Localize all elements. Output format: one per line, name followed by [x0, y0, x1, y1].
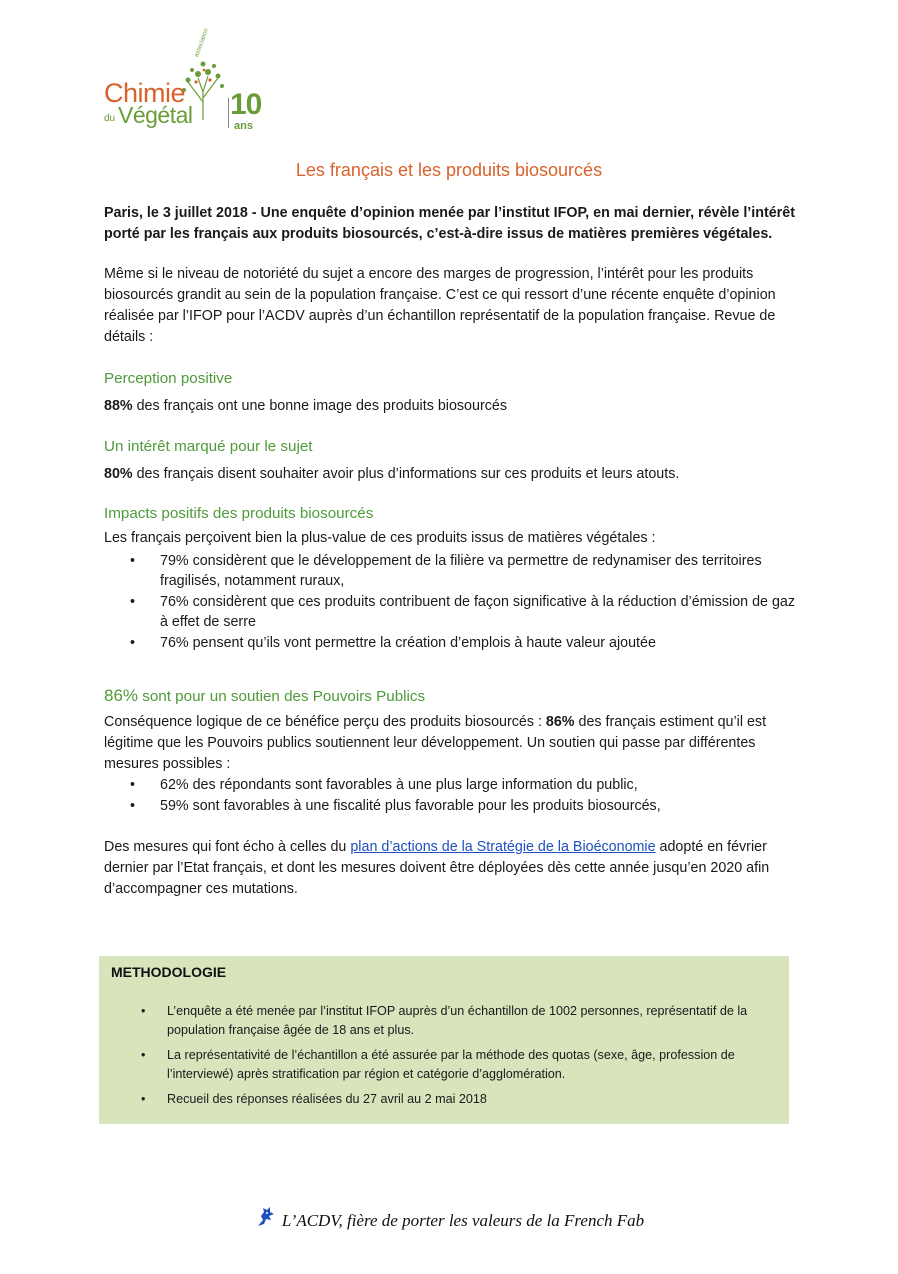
logo-anniversary-ans: ans [234, 120, 253, 132]
section-heading-perception: Perception positive [104, 370, 233, 387]
list-item: • 59% sont favorables à une fiscalité plus favorable pour les produits biosourcés, [104, 796, 804, 816]
methodology-title: METHODOLOGIE [111, 964, 227, 980]
page-title: Les français et les produits biosourcés [295, 160, 603, 180]
heading-stat-86: 86% [104, 686, 139, 705]
section-interet-text [104, 464, 804, 485]
intro-paragraph: Paris, le 3 juillet 2018 - Une enquête d’opinion menée par l’institut IFOP, en mai dernier, révèle l’intérêt porté par les français aux produits biosourcés, c’est-à-dire issus de matières premières végétales. [104, 205, 795, 242]
footer [0, 1206, 898, 1231]
context-paragraph: Même si le niveau de notoriété du sujet a encore des marges de progression, l’intérêt pour les produits biosourcés grandit au sein de la population française. C’est ce qui ressort d’une récente enquête d’opinion réalisée par l’IFOP pour l’ACDV auprès d’un échantillon représentatif de la population française. Revue de détails : [104, 266, 776, 345]
list-item: • Recueil des réponses réalisées du 27 avril au 2 mai 2018 [99, 1090, 759, 1109]
pouvoirs-bullet-list [104, 775, 804, 817]
section-heading-impacts: Impacts positifs des produits biosourcés [104, 505, 374, 522]
logo-chimie-text: Chimie [104, 78, 186, 108]
list-item: • L’enquête a été menée par l’institut IFOP auprès d’un échantillon de 1002 personnes, représentatif de la population française âgée de 18 ans et plus. [99, 1002, 759, 1040]
logo-anniversary-number: 10 [230, 88, 262, 121]
closing-text-after: adopté en février dernier par l’Etat français, et dont les mesures doivent être déployées dès cette année jusqu’en 2020 afin d’accompagner ces mutations. [104, 839, 770, 897]
chimie-du-vegetal-logo [104, 27, 274, 140]
section-pouvoirs-text [104, 712, 804, 775]
list-item: • 79% considèrent que le développement de la filière va permettre de redynamiser des territoires fragilisés, notamment ruraux, [104, 551, 804, 591]
stat-80: 80% [104, 466, 133, 482]
closing-paragraph [104, 837, 804, 900]
methodology-bullet-list [99, 1002, 759, 1115]
heading-86-text: sont pour un soutien des Pouvoirs Publics [138, 688, 426, 705]
impacts-bullet-list [104, 551, 804, 654]
french-fab-rooster-icon [254, 1206, 276, 1230]
stat-88-text: des français ont une bonne image des produits biosourcés [132, 398, 507, 414]
section-perception-text [104, 396, 804, 417]
list-item: • 76% considèrent que ces produits contribuent de façon significative à la réduction d’émission de gaz à effet de serre [104, 592, 804, 632]
pouvoirs-text-before: Conséquence logique de ce bénéfice perçu des produits biosourcés : [104, 714, 546, 730]
stat-86: 86% [545, 714, 575, 730]
methodology-box [99, 956, 789, 1124]
stat-88: 88% [104, 398, 133, 414]
strategie-bioeconomie-link[interactable]: plan d’actions de la Stratégie de la Bioéconomie [350, 839, 656, 855]
logo-du-text: du [104, 113, 116, 124]
closing-text-before: Des mesures qui font écho à celles du [104, 839, 351, 855]
section-heading-pouvoirs-publics [104, 686, 425, 706]
logo-separator [228, 98, 229, 128]
list-item: • La représentativité de l’échantillon a été assurée par la méthode des quotas (sexe, âge, profession de l’interviewé) après stratification par région et catégorie d’agglomération. [99, 1046, 759, 1084]
footer-text: L’ACDV, fière de porter les valeurs de la French Fab [281, 1211, 645, 1230]
pouvoirs-text-after: des français estiment qu’il est légitime que les Pouvoirs publics soutiennent leur développement. Un soutien qui passe par différentes mesures possibles : [104, 714, 767, 772]
section-impacts-intro: Les français perçoivent bien la plus-value de ces produits issus de matières végétales : [104, 530, 656, 546]
section-heading-interet: Un intérêt marqué pour le sujet [104, 438, 313, 455]
stat-80-text: des français disent souhaiter avoir plus d’informations sur ces produits et leurs atouts. [132, 466, 680, 482]
logo-association-text: association [194, 27, 210, 59]
logo-vegetal-text: Végétal [118, 102, 193, 128]
list-item: • 62% des répondants sont favorables à une plus large information du public, [104, 775, 804, 795]
list-item: • 76% pensent qu’ils vont permettre la création d’emplois à haute valeur ajoutée [104, 633, 804, 653]
